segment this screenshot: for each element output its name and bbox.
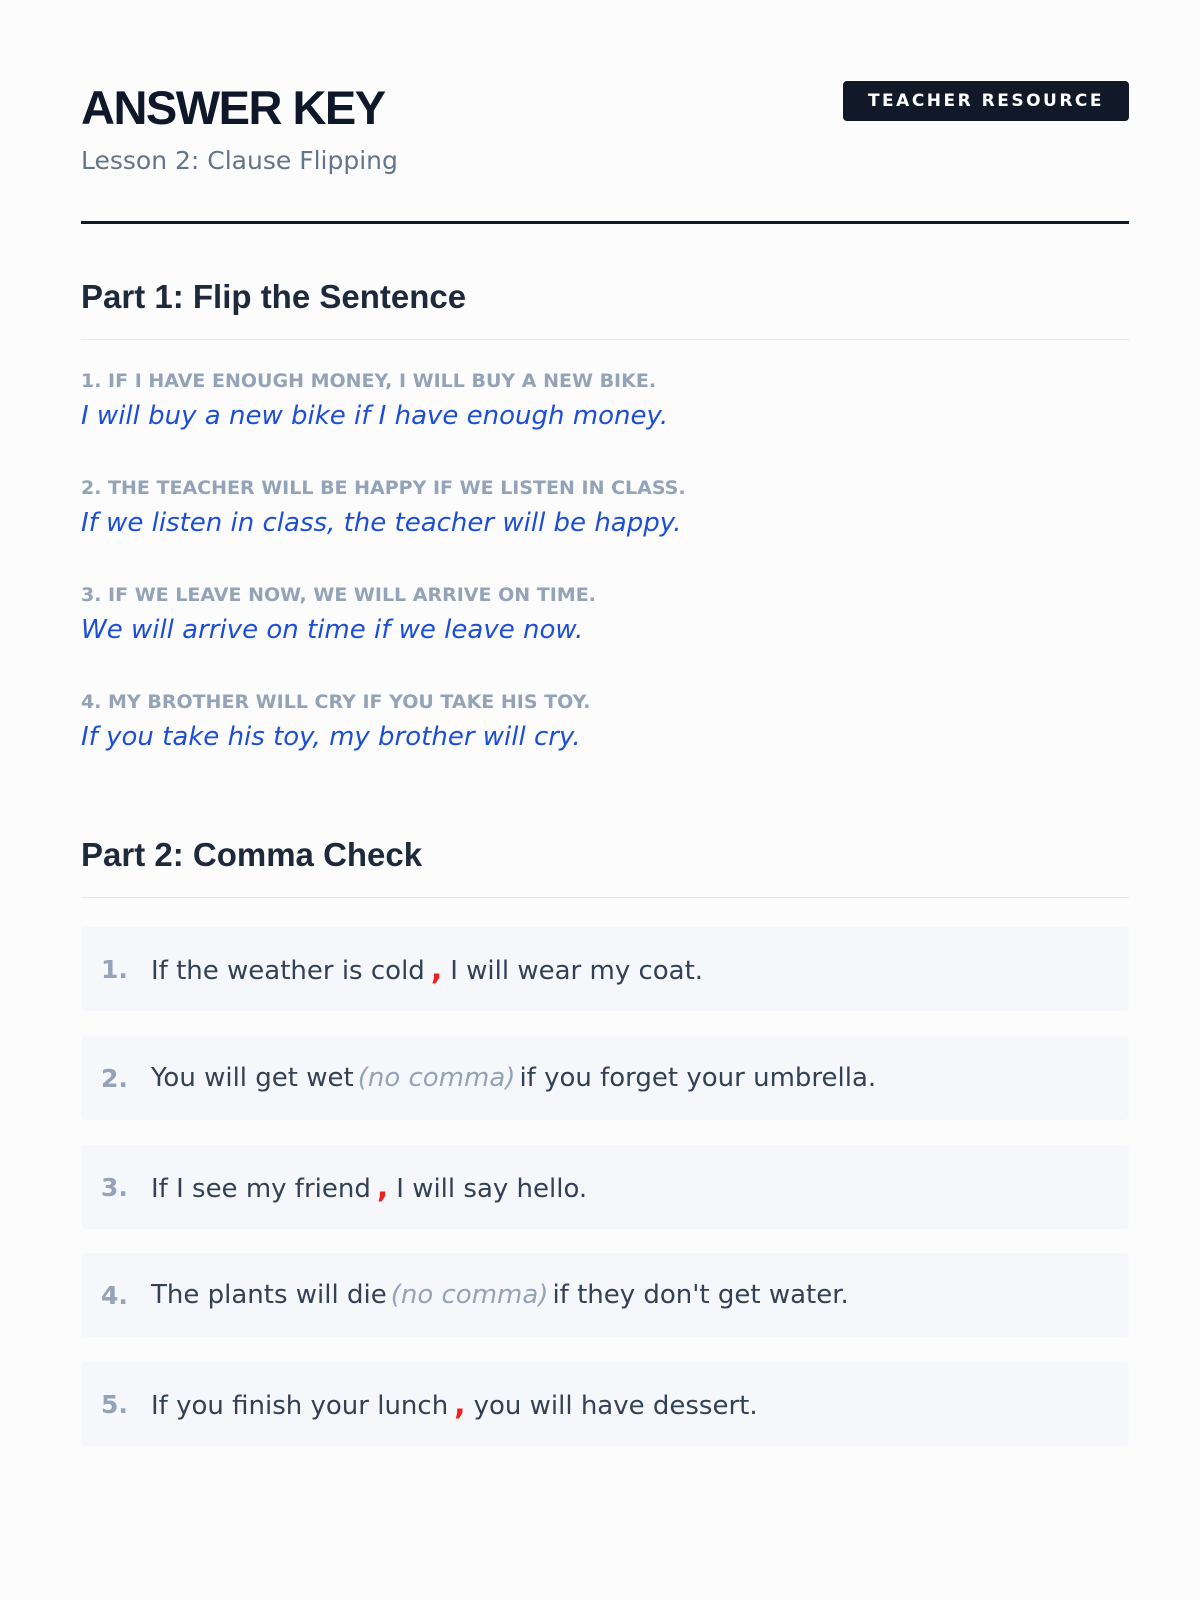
item-number: 5.: [101, 1389, 128, 1419]
item-number: 4.: [101, 1280, 128, 1310]
part2-divider: [81, 897, 1129, 898]
flip-answer: We will arrive on time if we leave now.: [81, 614, 584, 645]
teacher-resource-badge: TEACHER RESOURCE: [843, 81, 1129, 121]
item-number: 1.: [101, 954, 128, 984]
flip-item: [81, 477, 1129, 539]
part1-title: Part 1: Flip the Sentence: [81, 278, 467, 315]
flip-item: [81, 370, 1129, 432]
flip-prompt: 2. THE TEACHER WILL BE HAPPY IF WE LISTEN IN CLASS.: [81, 477, 686, 499]
comma-check-item: [81, 1253, 1129, 1337]
flip-answer: If we listen in class, the teacher will be happy.: [81, 507, 682, 538]
flip-answer: I will buy a new bike if I have enough money.: [81, 400, 669, 431]
comma-check-item: [81, 927, 1129, 1011]
comma-mark: ,: [454, 1386, 466, 1422]
item-number: 2.: [101, 1063, 128, 1093]
page-title: ANSWER KEY: [81, 81, 385, 134]
clause-before: If the weather is cold: [151, 955, 425, 986]
page-header: [81, 0, 1129, 224]
flip-item: [81, 691, 1129, 753]
flip-prompt: 3. IF WE LEAVE NOW, WE WILL ARRIVE ON TIME.: [81, 584, 596, 606]
lesson-subtitle: Lesson 2: Clause Flipping: [81, 146, 398, 175]
answer-key-page: [81, 0, 1129, 1422]
clause-before: You will get wet: [151, 1063, 354, 1093]
item-number: 3.: [101, 1172, 128, 1202]
clause-after: I will say hello.: [396, 1173, 588, 1204]
item-sentence: [151, 952, 703, 987]
clause-before: The plants will die: [151, 1280, 387, 1310]
clause-after: if you forget your umbrella.: [519, 1063, 877, 1093]
clause-before: If you finish your lunch: [151, 1390, 449, 1421]
item-sentence: [151, 1280, 849, 1310]
header-divider: [81, 221, 1129, 224]
part2-title: Part 2: Comma Check: [81, 836, 423, 873]
part1-divider: [81, 339, 1129, 340]
clause-before: If I see my friend: [151, 1173, 371, 1204]
comma-mark: ,: [430, 951, 443, 987]
comma-mark: ,: [376, 1169, 389, 1205]
flip-item: [81, 584, 1129, 646]
item-sentence: [151, 1387, 758, 1422]
flip-answer: If you take his toy, my brother will cry.: [81, 721, 581, 752]
item-sentence: [151, 1063, 876, 1093]
comma-check-item: [81, 1036, 1129, 1120]
no-comma-note: (no comma): [357, 1063, 516, 1093]
item-sentence: [151, 1170, 587, 1205]
flip-prompt: 1. IF I HAVE ENOUGH MONEY, I WILL BUY A NEW BIKE.: [81, 370, 657, 392]
clause-after: you will have dessert.: [473, 1390, 758, 1421]
clause-after: if they don't get water.: [552, 1280, 849, 1310]
flip-prompt: 4. MY BROTHER WILL CRY IF YOU TAKE HIS TOY.: [81, 691, 591, 713]
clause-after: I will wear my coat.: [450, 955, 704, 986]
comma-check-item: [81, 1362, 1129, 1446]
comma-check-item: [81, 1145, 1129, 1229]
no-comma-note: (no comma): [390, 1280, 549, 1310]
